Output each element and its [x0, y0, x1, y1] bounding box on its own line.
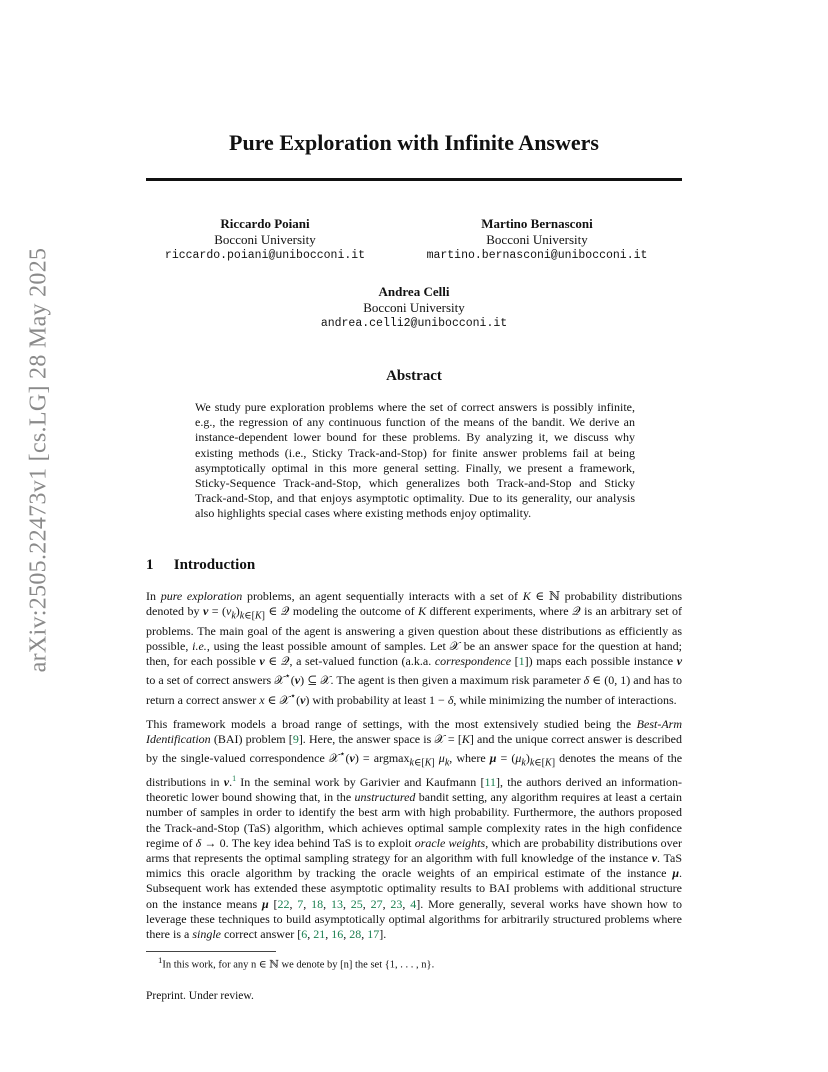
intro-paragraph-2: This framework models a broad range of settings, with the most extensively studied being the Best-Arm Identification (BAI) problem [9]. Here, the answer space is 𝒳 = [K] and the unique correct answer is described by the single-valued correspondence 𝒳⋆(ν) = argmax$_{k\in[K]}$ $\mu_k$, where $\mu = (\mu_k)_{k\in[K]}$ denotes the means of the distributions in ν.$^1$ In the seminal work by Garivier and Kaufmann [11], the authors derived an information-theoretic lower bound showing that, in the unstructured bandit setting, any algorithm requires at least a certain number of samples in order to identify the best arm with high probability. Furthermore, the authors proposed the Track-and-Stop (TaS) algorithm, which achieves optimal sample complexity rates in the high confidence regime of δ → 0. The key idea behind TaS is to exploit oracle weights, which are probability distributions over arms that represents the optimal sampling strategy for an algorithm with full knowledge of the instance ν. TaS mimics this oracle algorithm by tracking the oracle weights of an empirical estimate of the instance μ. Subsequent work has extended these asymptotic optimality results to BAI problems with additional structure on the instance means μ [22, 7, 18, 13, 25, 27, 23, 4]. More generally, several works have shown how to leverage these techniques to build asymptotically optimal algorithms for arbitrarily structured problems where there is a single correct answer [6, 21, 16, 28, 17]. [146, 717, 683, 942]
section-number: 1 [146, 557, 154, 573]
section-title: Introduction [173, 557, 256, 573]
arxiv-identifier [25, 247, 52, 673]
footnote-rule [146, 951, 276, 952]
arxiv-identifier-text: arXiv:2505.22473v1 [cs.LG] 28 May 2025 [25, 247, 52, 673]
page-footer: Preprint. Under review. [146, 990, 254, 1002]
author-affiliation: Bocconi University [363, 300, 465, 315]
footnote [158, 955, 434, 971]
footnote-marker: 1 [158, 955, 163, 965]
title-rule [146, 178, 682, 181]
paper-title: Pure Exploration with Infinite Answers [229, 130, 599, 155]
author-name: Martino Bernasconi [481, 216, 593, 231]
footnote-text: In this work, for any n ∈ ℕ we denote by [n] the set {1, . . . , n}. [162, 959, 435, 971]
author-affiliation: Bocconi University [486, 232, 588, 247]
author-email: martino.bernasconi@unibocconi.it [426, 249, 648, 262]
author-name: Riccardo Poiani [220, 216, 310, 231]
section-heading [146, 557, 255, 574]
author-email: andrea.celli2@unibocconi.it [320, 317, 508, 330]
author-email: riccardo.poiani@unibocconi.it [164, 249, 366, 262]
abstract-body: We study pure exploration problems where the set of correct answers is possibly infinite, e.g., the regression of any continuous function of the means of the bandit. We derive an instance-dependent lower bound for these problems. By analyzing it, we discuss why existing methods (i.e., Sticky Track-and-Stop) for finite answer problems fail at being asymptotically optimal in this more general setting. Finally, we present a framework, Sticky-Sequence Track-and-Stop, which generalizes both Track-and-Stop and Sticky Track-and-Stop, and that enjoys asymptotic optimality. Due to its generality, our analysis also highlights special cases where existing methods enjoy optimality. [195, 400, 635, 521]
author-block-2 [412, 216, 662, 264]
author-name: Andrea Celli [378, 284, 450, 299]
author-block-3 [294, 284, 534, 332]
author-affiliation: Bocconi University [214, 232, 316, 247]
author-block-1 [160, 216, 370, 264]
abstract-heading: Abstract [386, 368, 442, 384]
intro-paragraph-1: In pure exploration problems, an agent sequentially interacts with a set of K ∈ ℕ probability distributions denoted by $\nu = (\nu_k)_{k\in[K]}$ ∈ 𝒬 modeling the outcome of K different experiments, where 𝒬 is an arbitrary set of problems. The main goal of the agent is answering a given question about these distributions as efficiently as possible, i.e., using the least possible amount of samples. Let 𝒳 be an answer space for the question at hand; then, for each possible ν ∈ 𝒬, a set-valued function (a.k.a. correspondence [1]) maps each possible instance ν to a set of correct answers 𝒳⋆(ν) ⊆ 𝒳. The agent is then given a maximum risk parameter δ ∈ (0, 1) and has to return a correct answer x ∈ 𝒳⋆(ν) with probability at least 1 − δ, while minimizing the number of interactions. [146, 589, 683, 707]
